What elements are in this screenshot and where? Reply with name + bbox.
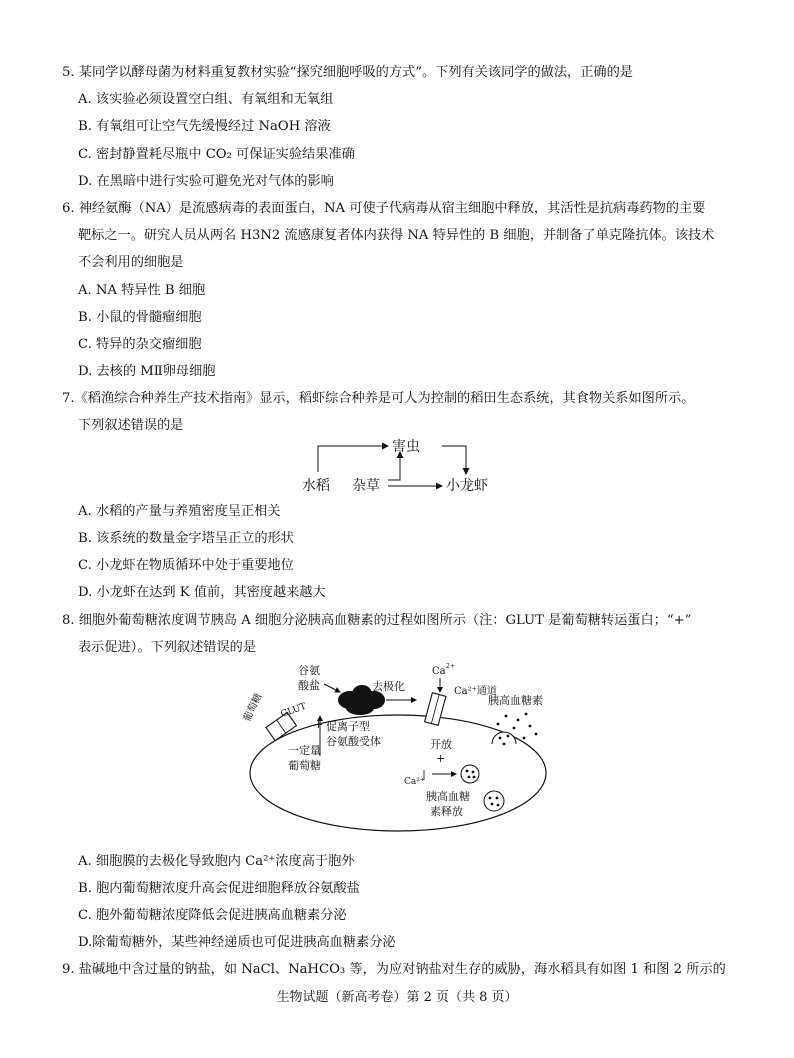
q6-option-a: A. NA 特异性 B 细胞 bbox=[78, 283, 206, 298]
q6-option-c: C. 特异的杂交瘤细胞 bbox=[78, 337, 202, 352]
weed-label: 杂草 bbox=[352, 478, 380, 494]
q9-stem-line1: 9. 盐碱地中含过量的钠盐，如 NaCl、NaHCO₃ 等，为应对钠盐对生存的威胁，海水稻具有如图 1 和图 2 所示的 bbox=[62, 962, 726, 977]
release-label-line2: 素释放 bbox=[430, 805, 463, 818]
amount-label-line1: 一定量 bbox=[288, 744, 321, 757]
glutamate-arrow bbox=[324, 684, 340, 692]
q6-stem-line2: 靶标之一。研究人员从两名 H3N2 流感康复者体内获得 NA 特异性的 B 细胞，并制备了单克隆抗体。该技术 bbox=[78, 228, 715, 243]
glutamate-label-top: 谷氨 bbox=[298, 664, 320, 677]
promote-plus-2: + bbox=[436, 752, 446, 765]
q6-stem-line3: 不会利用的细胞是 bbox=[78, 255, 184, 270]
q8-option-c: C. 胞外葡萄糖浓度降低会促进胰高血糖素分泌 bbox=[78, 908, 347, 923]
q8-option-d: D.除葡萄糖外，某些神经递质也可促进胰高血糖素分泌 bbox=[78, 935, 396, 950]
q6-option-d: D. 去核的 MⅡ卵母细胞 bbox=[78, 364, 216, 379]
ca-sup-label: 2+ bbox=[446, 663, 455, 670]
islet-a-cell-diagram bbox=[230, 658, 560, 840]
page-footer: 生物试题（新高考卷）第 2 页（共 8 页） bbox=[276, 990, 518, 1005]
q7-option-d: D. 小龙虾在达到 K 值前，其密度越来越大 bbox=[78, 585, 326, 600]
pest-label: 害虫 bbox=[392, 439, 420, 455]
crayfish-label: 小龙虾 bbox=[446, 478, 488, 494]
release-label-line1: 胰高血糖 bbox=[426, 790, 470, 803]
q7-option-a: A. 水稻的产量与养殖密度呈正相关 bbox=[78, 504, 281, 519]
rice-label: 水稻 bbox=[302, 478, 330, 494]
depolarize-label: 去极化 bbox=[372, 680, 405, 693]
glucagon-vesicle-1 bbox=[461, 765, 479, 783]
glut-label: GLUT bbox=[279, 701, 308, 720]
glucagon-vesicle-2 bbox=[484, 791, 504, 811]
q6-option-b: B. 小鼠的骨髓瘤细胞 bbox=[78, 310, 202, 325]
ca-label: Ca bbox=[432, 666, 446, 677]
q8-stem-line1: 8. 细胞外葡萄糖浓度调节胰岛 A 细胞分泌胰高血糖素的过程如图所示（注：GLUT 是葡萄糖转运蛋白；“+” bbox=[62, 613, 692, 628]
q8-option-b: B. 胞内葡萄糖浓度升高会促进细胞释放谷氨酸盐 bbox=[78, 881, 360, 896]
q7-stem-line1: 7.《稻渔综合种养生产技术指南》显示，稻虾综合种养是可人为控制的稻田生态系统，其食物关系如图所示。 bbox=[62, 391, 695, 406]
q8-stem-line2: 表示促进）。下列叙述错误的是 bbox=[78, 640, 257, 655]
receptor-label-line1: 促离子型 bbox=[326, 720, 370, 733]
q5-stem: 5. 某同学以酵母菌为材料重复教材实验“探究细胞呼吸的方式”。下列有关该同学的做法，正确的是 bbox=[62, 65, 633, 80]
promote-plus-1: + bbox=[314, 718, 324, 731]
q5-option-c: C. 密封静置耗尽瓶中 CO₂ 可保证实验结果准确 bbox=[78, 147, 355, 162]
glutamate-label-bottom: 酸盐 bbox=[298, 679, 320, 692]
ca-intracellular-label: Ca²⁺ bbox=[404, 777, 425, 787]
q5-option-a: A. 该实验必须设置空白组、有氧组和无氧组 bbox=[78, 92, 334, 107]
q5-option-b: B. 有氧组可让空气先缓慢经过 NaOH 溶液 bbox=[78, 119, 331, 134]
q7-option-c: C. 小龙虾在物质循环中处于重要地位 bbox=[78, 558, 294, 573]
q6-stem-line1: 6. 神经氨酶（NA）是流感病毒的表面蛋白，NA 可使子代病毒从宿主细胞中释放，其活性是抗病毒药物的主要 bbox=[62, 201, 706, 216]
q8-option-a: A. 细胞膜的去极化导致胞内 Ca²⁺浓度高于胞外 bbox=[78, 854, 355, 869]
glucagon-label: 胰高血糖素 bbox=[488, 694, 543, 707]
weed-to-pest-arrow bbox=[388, 452, 400, 480]
rice-to-pest-arrow bbox=[318, 446, 388, 472]
food-web-diagram bbox=[296, 432, 506, 494]
q5-option-d: D. 在黑暗中进行实验可避免光对气体的影响 bbox=[78, 174, 334, 189]
receptor-label-line2: 谷氨酸受体 bbox=[326, 735, 381, 748]
glucose-label: 葡萄糖 bbox=[241, 691, 265, 724]
amount-label-line2: 葡萄糖 bbox=[288, 759, 321, 772]
q7-option-b: B. 该系统的数量金字塔呈正立的形状 bbox=[78, 531, 294, 546]
pest-to-crayfish-arrow bbox=[442, 446, 466, 474]
ca-channel bbox=[425, 693, 446, 726]
open-label: 开放 bbox=[430, 738, 452, 751]
ca-channel-label: Ca²⁺通道 bbox=[454, 686, 497, 697]
q7-stem-line2: 下列叙述错误的是 bbox=[78, 418, 184, 433]
glucagon-vesicle-exocytosis bbox=[492, 732, 516, 745]
